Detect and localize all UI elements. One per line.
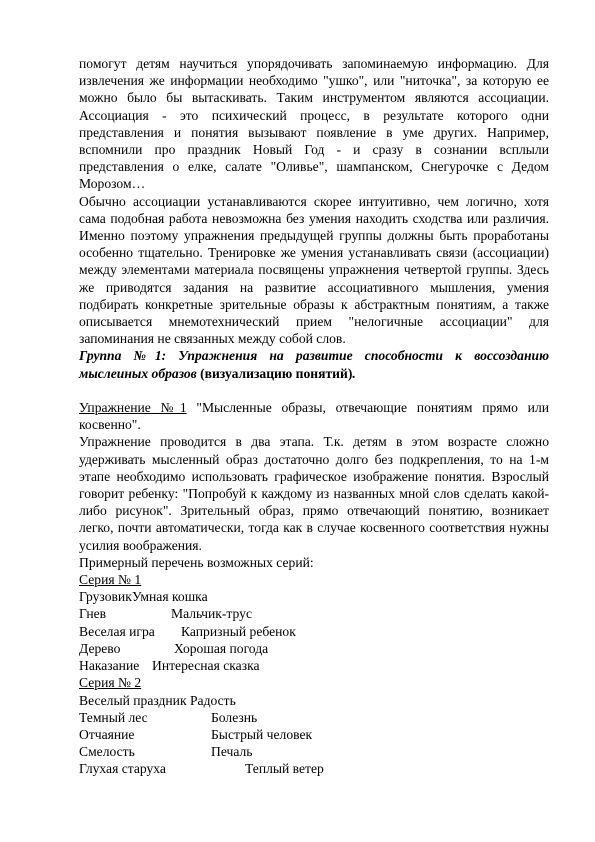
series-word-left: Смелость bbox=[79, 744, 135, 760]
list-item bbox=[79, 726, 549, 743]
list-item bbox=[79, 692, 549, 709]
series-word-right: Теплый ветер bbox=[245, 761, 324, 777]
series-word-left: Веселая игра bbox=[79, 623, 155, 639]
group-heading-period: . bbox=[352, 365, 356, 381]
exercise-label: Упражнение №1 bbox=[79, 400, 187, 416]
list-item bbox=[79, 588, 549, 605]
list-item bbox=[79, 657, 549, 674]
group-heading-parenthetical: (визуализацию понятий) bbox=[200, 365, 353, 381]
series-word-right: Радость bbox=[190, 692, 236, 708]
series-word-right: Болезнь bbox=[211, 709, 258, 725]
paragraph-intuition: Обычно ассоциации устанавливаются скорее интуитивно, чем логично, хотя сама подобная работа невозможна без умения находить сходства или различия. Именно поэтому упражнения предыдущей группы должны быть проработаны особенно тщательно. Тренировке же умения устанавливать связи (ассоциации) между элементами материала посвящены упражнения четвертой группы. Здесь же приводятся задания на развитие ассоциативного мышления, умения подбирать конкретные зрительные образы к абстрактным понятиям, а также описывается мнемотехнический прием "нелогичные ассоциации" для запоминания не связанных между собой слов. bbox=[79, 193, 549, 347]
document-page bbox=[79, 55, 549, 778]
list-item bbox=[79, 605, 549, 622]
paragraph-associations: помогут детям научиться упорядочивать запоминаемую информацию. Для извлечения же информации необходимо "ушко", или "ниточка", за которую ее можно было бы вытаскивать. Таким инструментом являются ассоциации. Ассоциация - это психический процесс, в результате которого одни представления и понятия вызывают появление в уме других. Например, вспомнили про праздник Новый Год - и сразу в сознании всплыли представления о елке, салате "Оливье", шампанском, Снегурочке с Дедом Морозом… bbox=[79, 56, 549, 192]
paragraph-exercise-description: Упражнение проводится в два этапа. Т.к. детям в этом возрасте сложно удерживать мысленный образ достаточно долго без подкрепления, то на 1-м этапе необходимо использовать графическое изображение понятия. Взрослый говорит ребенку: "Попробуй к каждому из названных мной слов сделать какой-либо рисунок". Зрительный образ, прямо отвечающий понятию, возникает легко, почти автоматически, тогда как в случае косвенного соответствия нужны усилия воображения. bbox=[79, 434, 549, 553]
series-title: Серия № 1 bbox=[79, 572, 142, 588]
series-word-left: Темный лес bbox=[79, 709, 148, 725]
series-word-left: Грузовик bbox=[79, 589, 132, 605]
series-word-right: Умная кошка bbox=[132, 589, 208, 605]
series-title: Серия № 2 bbox=[79, 675, 142, 691]
blank-line bbox=[79, 382, 549, 399]
series-word-right: Капризный ребенок bbox=[181, 623, 296, 639]
exercise-title: "Мысленные образы, отвечающие понятиям прямо или косвенно". bbox=[79, 400, 550, 433]
list-item bbox=[79, 760, 549, 777]
series-word-right: Интересная сказка bbox=[152, 658, 260, 674]
exercise-heading bbox=[79, 399, 549, 433]
series-word-right: Быстрый человек bbox=[211, 726, 313, 742]
series-word-left: Гнев bbox=[79, 606, 107, 622]
series-word-right: Мальчик-трус bbox=[171, 606, 252, 622]
series-word-left: Дерево bbox=[79, 640, 121, 656]
series-word-right: Печаль bbox=[211, 744, 253, 760]
series-word-left: Веселый праздник bbox=[79, 692, 187, 708]
list-item bbox=[79, 640, 549, 657]
list-item bbox=[79, 623, 549, 640]
group-heading-main: Группа №1: Упражнения на развитие способности к воссозданию мыслеиных образов bbox=[79, 348, 549, 381]
list-item bbox=[79, 743, 549, 760]
series-word-right: Хорошая погода bbox=[174, 640, 269, 656]
series-word-left: Наказание bbox=[79, 658, 140, 674]
list-intro: Примерный перечень возможных серий: bbox=[79, 554, 314, 570]
list-item bbox=[79, 709, 549, 726]
series-word-left: Отчаяние bbox=[79, 726, 135, 742]
group-heading bbox=[79, 347, 549, 381]
series-word-left: Глухая старуха bbox=[79, 761, 166, 777]
